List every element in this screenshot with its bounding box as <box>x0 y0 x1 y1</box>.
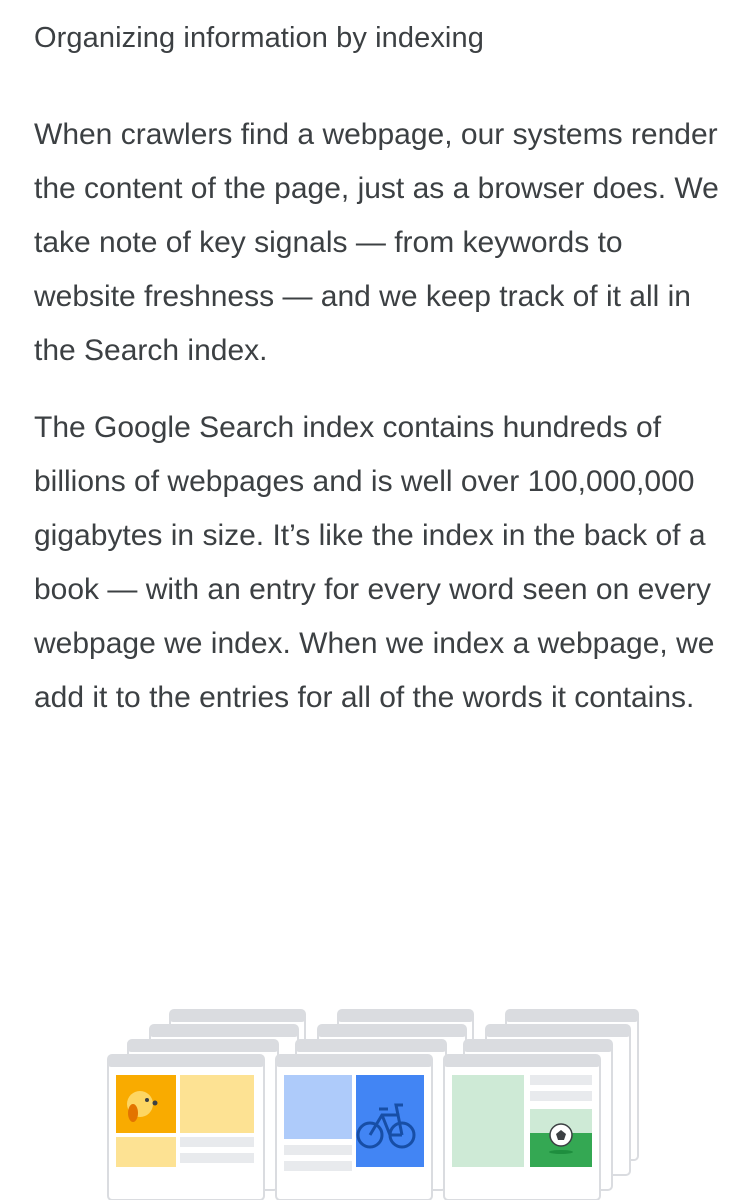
section-heading: Organizing information by indexing <box>34 22 484 54</box>
paragraph-search-index: The Google Search index contains hundreds of billions of webpages and is well over 100,000,000 gigabytes in size. It’s like the index in the back of a book — with an entry for every word seen on every webpage we index. When we index a webpage, we add it to the entries for all of the words it contains. <box>34 411 715 714</box>
indexing-illustration <box>100 1005 645 1200</box>
paragraph-crawling-render: When crawlers find a webpage, our systems render the content of the page, just as a browser does. We take note of key signals — from keywords to website freshness — and we keep track of it all in the Search index. <box>34 118 719 367</box>
